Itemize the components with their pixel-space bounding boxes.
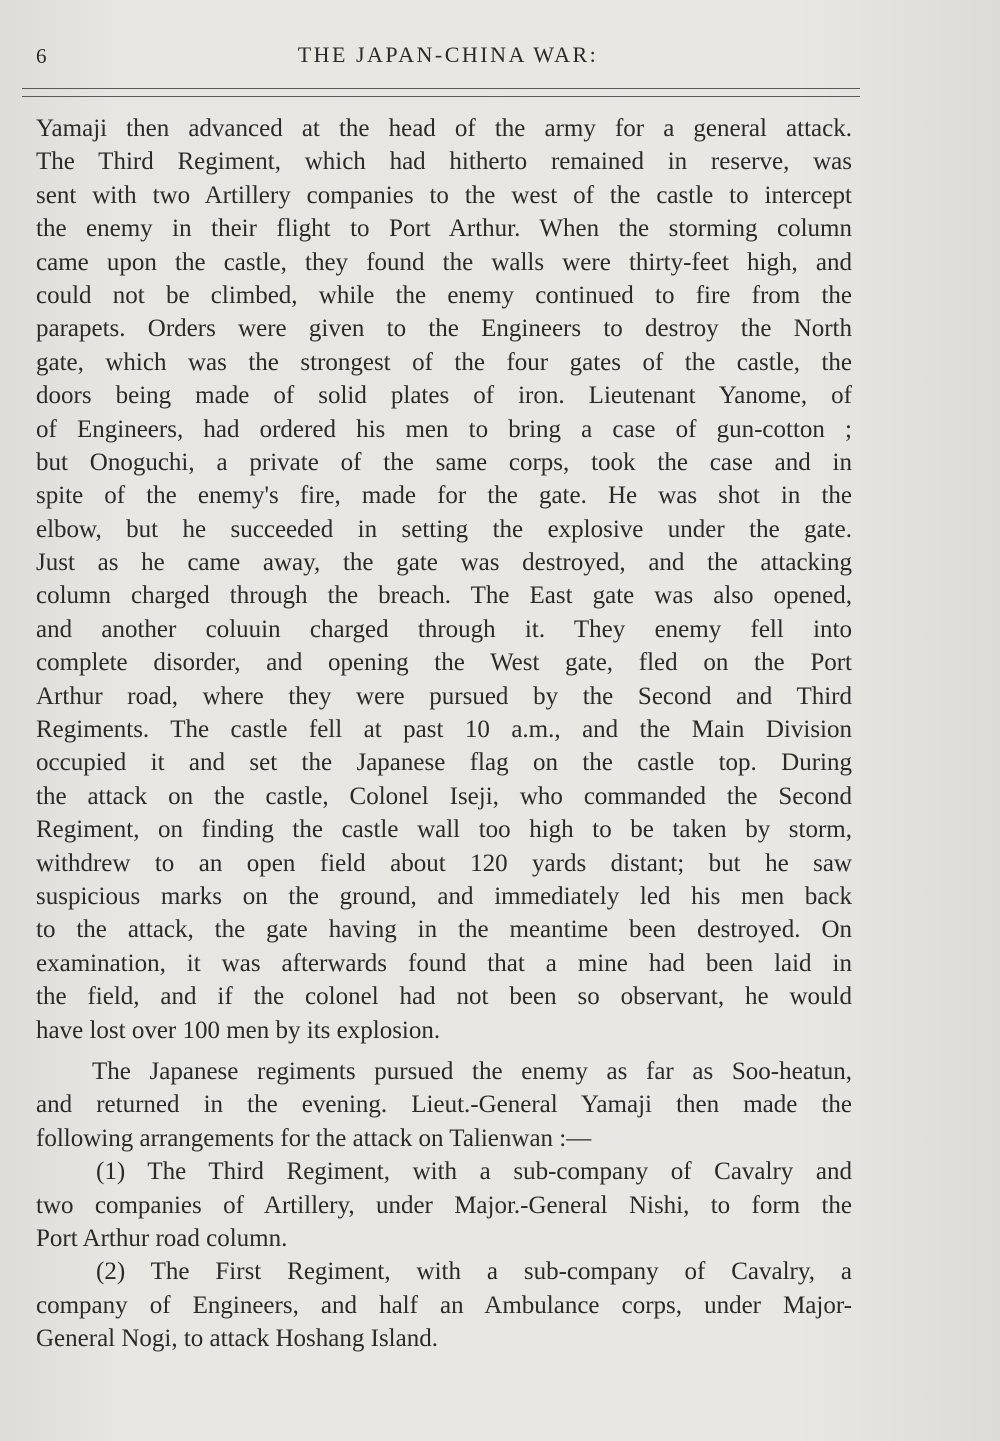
text-line: withdrew to an open field about 120 yards distant; but he saw xyxy=(36,849,852,877)
text-line: company of Engineers, and half an Ambulance corps, under Major- xyxy=(36,1291,852,1319)
list-item-1 xyxy=(36,1155,852,1255)
text-line: Arthur road, where they were pursued by the Second and Third xyxy=(36,682,852,710)
header-rule-top xyxy=(22,88,860,89)
text-line: and another coluuin charged through it. They enemy fell into xyxy=(36,615,852,643)
text-line: came upon the castle, they found the walls were thirty-feet high, and xyxy=(36,248,852,276)
text-line: Port Arthur road column. xyxy=(36,1224,288,1252)
text-line: of Engineers, had ordered his men to bring a case of gun-cotton ; xyxy=(36,415,852,443)
text-line: (1) The Third Regiment, with a sub-company of Cavalry and xyxy=(96,1158,852,1186)
page-header xyxy=(28,38,868,74)
page-number: 6 xyxy=(36,44,48,68)
text-line: The Third Regiment, which had hitherto remained in reserve, was xyxy=(36,148,852,176)
text-line: two companies of Artillery, under Major.-General Nishi, to form the xyxy=(36,1191,852,1219)
paragraph-gap xyxy=(36,1047,852,1055)
list-item-2 xyxy=(36,1255,852,1355)
header-rule-bottom xyxy=(22,96,860,97)
text-line: but Onoguchi, a private of the same corps, took the case and in xyxy=(36,448,852,476)
text-line: spite of the enemy's fire, made for the gate. He was shot in the xyxy=(36,482,852,510)
text-line: elbow, but he succeeded in setting the explosive under the gate. xyxy=(36,515,852,543)
running-head: THE JAPAN-CHINA WAR: xyxy=(297,42,599,67)
text-line: Regiments. The castle fell at past 10 a.m., and the Main Division xyxy=(36,716,852,744)
text-line: suspicious marks on the ground, and immediately led his men back xyxy=(36,882,852,910)
text-line: complete disorder, and opening the West gate, fled on the Port xyxy=(36,649,852,677)
text-line: occupied it and set the Japanese flag on the castle top. During xyxy=(36,749,852,777)
text-line: the enemy in their flight to Port Arthur. When the storming column xyxy=(36,215,852,243)
text-line: (2) The First Regiment, with a sub-company of Cavalry, a xyxy=(96,1258,852,1286)
text-line: have lost over 100 men by its explosion. xyxy=(36,1016,441,1044)
text-line: and returned in the evening. Lieut.-General Yamaji then made the xyxy=(36,1091,852,1119)
paragraph-1 xyxy=(36,112,852,1047)
text-line: doors being made of solid plates of iron. Lieutenant Yanome, of xyxy=(36,382,852,410)
text-line: the field, and if the colonel had not been so observant, he would xyxy=(36,983,852,1011)
text-line: examination, it was afterwards found that a mine had been laid in xyxy=(36,949,852,977)
text-line: to the attack, the gate having in the meantime been destroyed. On xyxy=(36,916,852,944)
body-text xyxy=(36,112,852,1355)
text-line: gate, which was the strongest of the four gates of the castle, the xyxy=(36,348,852,376)
text-line: The Japanese regiments pursued the enemy as far as Soo-heatun, xyxy=(92,1057,852,1085)
text-line: column charged through the breach. The East gate was also opened, xyxy=(36,582,852,610)
text-line: following arrangements for the attack on Talienwan :— xyxy=(36,1124,592,1152)
text-line: the attack on the castle, Colonel Iseji, who commanded the Second xyxy=(36,782,852,810)
text-line: could not be climbed, while the enemy continued to fire from the xyxy=(36,281,852,309)
text-line: Yamaji then advanced at the head of the army for a general attack. xyxy=(36,115,852,142)
paragraph-2 xyxy=(36,1055,852,1155)
text-line: sent with two Artillery companies to the west of the castle to intercept xyxy=(36,181,852,209)
text-line: parapets. Orders were given to the Engineers to destroy the North xyxy=(36,315,852,343)
text-line: Just as he came away, the gate was destroyed, and the attacking xyxy=(36,549,852,577)
text-line: Regiment, on finding the castle wall too high to be taken by storm, xyxy=(36,816,852,844)
text-line: General Nogi, to attack Hoshang Island. xyxy=(36,1325,438,1353)
